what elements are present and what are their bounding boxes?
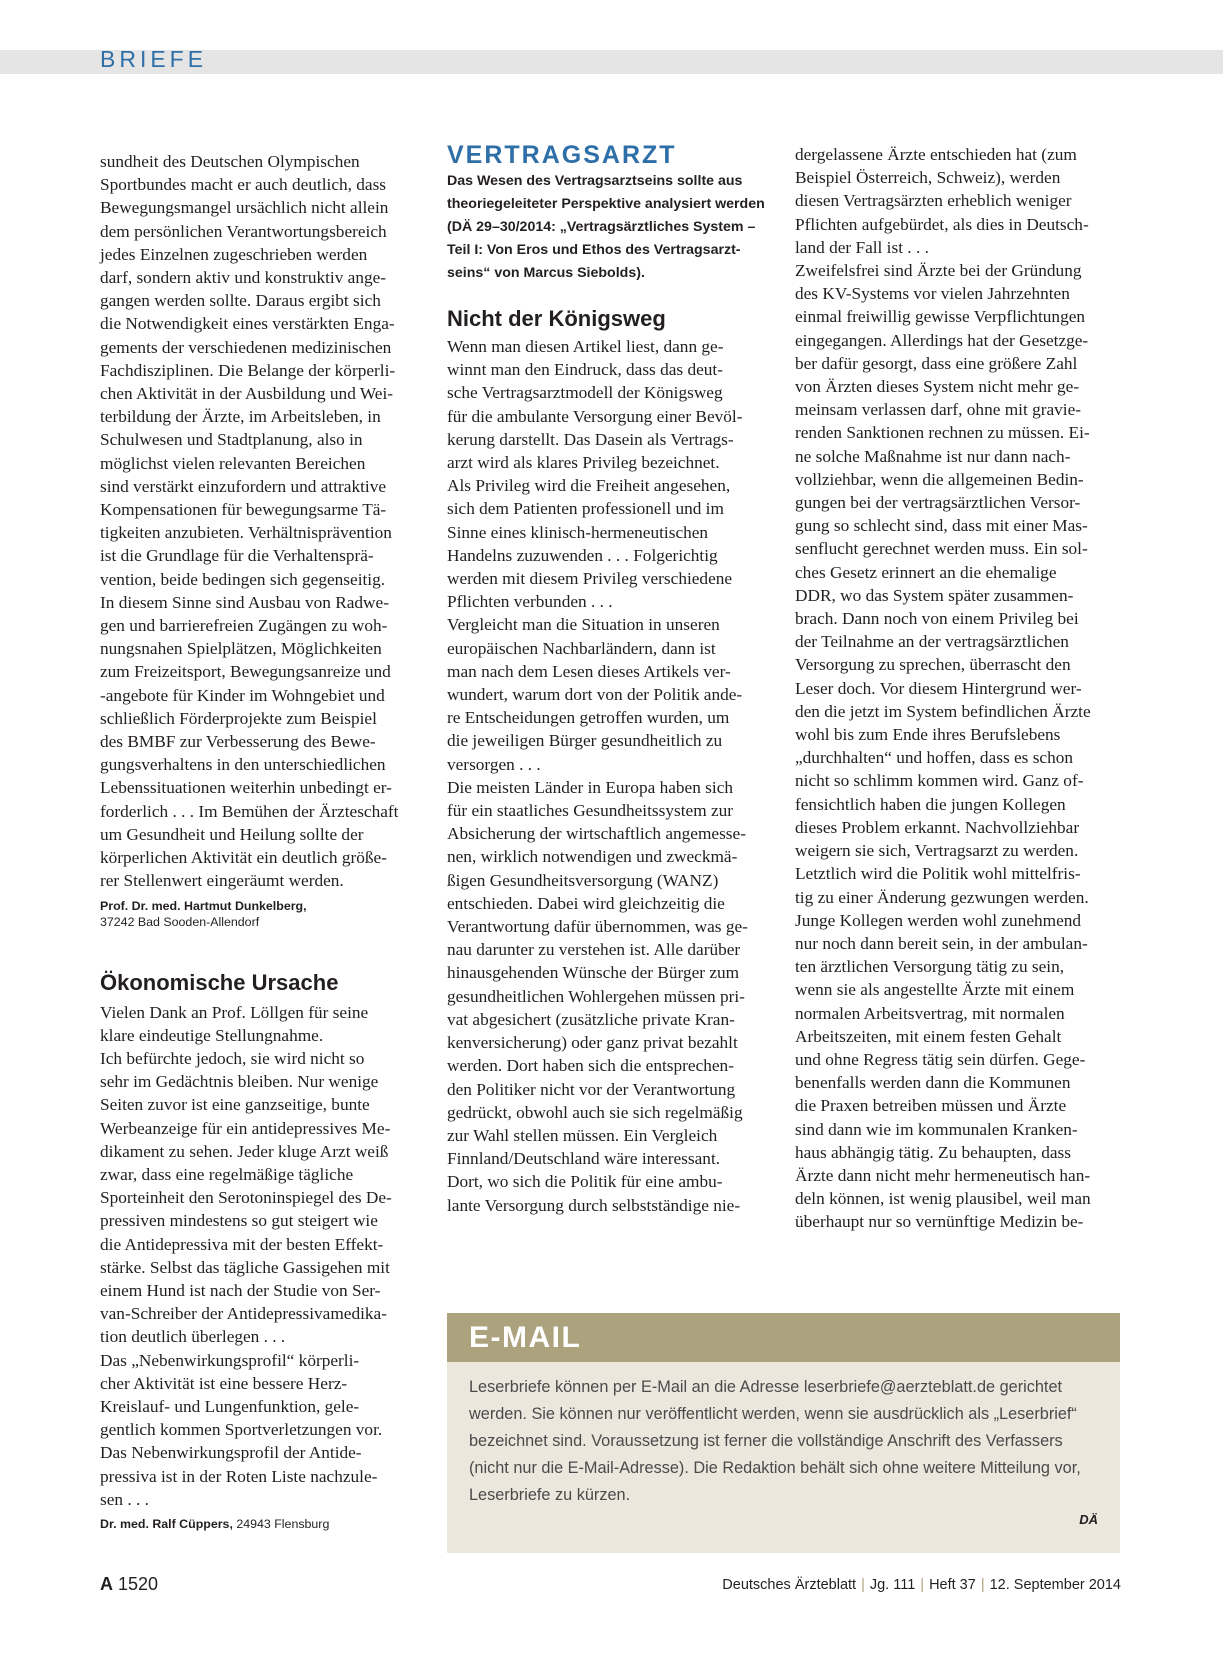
text-line: überhaupt nur so vernünftige Medizin be-: [795, 1212, 1084, 1232]
text-line: die Praxen betreiben müssen und Ärzte: [795, 1096, 1067, 1116]
letter-1-body: [100, 150, 430, 893]
text-line: lante Versorgung durch selbstständige nie-: [447, 1195, 741, 1215]
text-line: die jeweiligen Bürger gesundheitlich zu: [447, 731, 723, 751]
text-line: gentlich kommen Sportverletzungen vor.: [100, 1420, 383, 1440]
text-line: zur Wahl stellen müssen. Ein Vergleich: [447, 1125, 718, 1145]
text-line: werden mit diesem Privileg verschiedene: [447, 569, 733, 589]
text-line: weigern sie sich, Vertragsarzt zu werden.: [795, 841, 1079, 861]
text-line: schließlich Förderprojekte zum Beispiel: [100, 708, 377, 728]
text-line: und ohne Regress tätig sein dürfen. Gege-: [795, 1049, 1086, 1069]
email-box-title: E-MAIL: [447, 1313, 1120, 1362]
text-line: Arbeitszeiten, mit einem festen Gehalt: [795, 1026, 1062, 1046]
column-1: [100, 150, 430, 1532]
text-line: chen Aktivität in der Ausbildung und Wei-: [100, 384, 393, 404]
text-line: nen, wirklich notwendigen und zweckmä-: [447, 847, 738, 867]
text-line: -angebote für Kinder im Wohngebiet und: [100, 685, 385, 705]
text-line: Vielen Dank an Prof. Löllgen für seine: [100, 1002, 369, 1022]
text-line: dikament zu sehen. Jeder kluge Arzt weiß: [100, 1141, 389, 1161]
text-line: gen und barrierefreien Zugängen zu woh-: [100, 616, 388, 636]
text-line: tion deutlich überlegen . . .: [100, 1327, 286, 1347]
text-line: terbildung der Ärzte, im Arbeitsleben, in: [100, 407, 381, 427]
text-line: Versorgung zu sprechen, überrascht den: [795, 655, 1071, 675]
text-line: darf, sondern aktiv und konstruktiv ange-: [100, 268, 387, 288]
text-line: kerung darstellt. Das Dasein als Vertrags-: [447, 429, 734, 449]
text-line: sche Vertragsarztmodell der Königsweg: [447, 383, 723, 403]
lede-line: theoriegeleiteter Perspektive analysiert werden: [447, 196, 765, 212]
text-line: cher Aktivität ist eine bessere Herz-: [100, 1373, 348, 1393]
column-3: [795, 143, 1125, 1234]
text-line: vollziehbar, wenn die allgemeinen Bedin-: [795, 469, 1084, 489]
text-line: Absicherung der wirtschaftlich angemesse-: [447, 824, 746, 844]
text-line: Ich befürchte jedoch, sie wird nicht so: [100, 1048, 365, 1068]
text-line: Pflichten verbunden . . .: [447, 592, 613, 612]
text-line: der Teilnahme an der vertragsärztlichen: [795, 632, 1069, 652]
article-lede: [447, 170, 777, 285]
text-line: tigkeiten anzubieten. Verhältnisprävention: [100, 523, 392, 543]
text-line: gung so schlecht sind, dass mit einer Mas-: [795, 516, 1088, 536]
text-line: Das Nebenwirkungsprofil der Antide-: [100, 1443, 362, 1463]
text-line: stärke. Selbst das tägliche Gassigehen mit: [100, 1257, 390, 1277]
text-line: hinausgehenden Wünsche der Bürger zum: [447, 963, 740, 983]
text-line: dem persönlichen Verantwortungsbereich: [100, 221, 387, 241]
footer-citation: Deutsches Ärzteblatt | Jg. 111 | Heft 37 | 12. September 2014: [722, 1577, 1121, 1593]
text-line: rer Stellenwert eingeräumt werden.: [100, 871, 344, 891]
letter-3-body: [447, 335, 777, 1217]
text-line: ches Gesetz erinnert an die ehemalige: [795, 562, 1057, 582]
box-text-line: (nicht nur die E-Mail-Adresse). Die Redaktion behält sich ohne weitere Mitteilung vor,: [469, 1459, 1081, 1477]
text-line: Finnland/Deutschland wäre interessant.: [447, 1149, 721, 1169]
text-line: land der Fall ist . . .: [795, 237, 929, 257]
text-line: Verantwortung dafür übernommen, was ge-: [447, 917, 748, 937]
issue: Heft 37: [929, 1577, 976, 1593]
text-line: Fachdisziplinen. Die Belange der körperli-: [100, 360, 396, 380]
text-line: Die meisten Länder in Europa haben sich: [447, 777, 734, 797]
text-line: den Politiker nicht vor der Verantwortung: [447, 1079, 736, 1099]
page-number: [100, 1574, 158, 1595]
column-2: [447, 140, 777, 1217]
text-line: zum Freizeitsport, Bewegungsanreize und: [100, 662, 391, 682]
letter-1-place: 37242 Bad Sooden-Allendorf: [100, 915, 260, 929]
topic-kicker: VERTRAGSARZT: [447, 141, 677, 169]
text-line: möglichst vielen relevanten Bereichen: [100, 453, 366, 473]
letter-2-heading: Ökonomische Ursache: [100, 969, 339, 995]
letter-3-body-continued: [795, 143, 1125, 1234]
text-line: Bewegungsmangel ursächlich nicht allein: [100, 198, 389, 218]
text-line: sundheit des Deutschen Olympischen: [100, 152, 360, 171]
text-line: gements der verschiedenen medizinischen: [100, 337, 392, 357]
text-line: Zweifelsfrei sind Ärzte bei der Gründung: [795, 261, 1082, 281]
lede-line: Das Wesen des Vertragsarztseins sollte aus: [447, 173, 743, 189]
text-line: nungsnahen Spielplätzen, Möglichkeiten: [100, 639, 382, 659]
text-line: Handelns zuzuwenden . . . Folgerichtig: [447, 545, 718, 565]
text-line: normalen Arbeitsvertrag, mit normalen: [795, 1003, 1065, 1023]
text-line: Wenn man diesen Artikel liest, dann ge-: [447, 337, 724, 356]
email-info-box: [447, 1313, 1120, 1553]
text-line: pressiva ist in der Roten Liste nachzule-: [100, 1466, 378, 1486]
text-line: des KV-Systems vor vielen Jahrzehnten: [795, 284, 1070, 304]
text-line: re Entscheidungen getroffen wurden, um: [447, 708, 730, 728]
text-line: Junge Kollegen werden wohl zunehmend: [795, 910, 1082, 930]
text-line: die Notwendigkeit eines verstärkten Enga-: [100, 314, 395, 334]
text-line: gungsverhaltens in den unterschiedlichen: [100, 755, 386, 775]
text-line: zwar, dass eine regelmäßige tägliche: [100, 1164, 354, 1184]
text-line: In diesem Sinne sind Ausbau von Radwe-: [100, 592, 389, 612]
text-line: vention, beide bedingen sich gegenseitig.: [100, 569, 386, 589]
text-line: eingegangen. Allerdings hat der Gesetzge-: [795, 330, 1089, 350]
volume: Jg. 111: [869, 1577, 916, 1593]
text-line: renden Sanktionen rechnen zu müssen. Ei-: [795, 423, 1090, 443]
text-line: Schulwesen und Stadtplanung, also in: [100, 430, 363, 450]
lede-line: seins“ von Marcus Siebolds).: [447, 265, 645, 281]
text-line: Sporteinheit den Serotoninspiegel des De-: [100, 1188, 392, 1208]
text-line: Seiten zuvor ist eine ganzseitige, bunte: [100, 1095, 370, 1115]
text-line: DDR, wo das System später zusammen-: [795, 585, 1074, 605]
box-text-line: Leserbriefe können per E-Mail an die Adresse leserbriefe@aerzteblatt.de gerichtet: [469, 1378, 1063, 1396]
email-box-text: [447, 1362, 1120, 1509]
text-line: sind verstärkt einzufordern und attraktive: [100, 476, 387, 496]
text-line: haus abhängig tätig. Zu behaupten, dass: [795, 1142, 1071, 1162]
text-line: gangen werden sollte. Daraus ergibt sich: [100, 291, 381, 311]
text-line: ßigen Gesundheitsversorgung (WANZ): [447, 870, 719, 890]
text-line: sen . . .: [100, 1489, 149, 1509]
text-line: wohl bis zum Ende ihres Berufslebens: [795, 725, 1061, 745]
text-line: brach. Dann noch von einem Privileg bei: [795, 609, 1079, 629]
text-line: Beispiel Österreich, Schweiz), werden: [795, 168, 1061, 188]
text-line: arzt wird als klares Privileg bezeichnet.: [447, 453, 720, 473]
text-line: von Ärzten dieses System nicht mehr ge-: [795, 377, 1080, 397]
text-line: Letztlich wird die Politik wohl mittelfris-: [795, 864, 1081, 884]
box-text-line: werden. Sie können nur veröffentlicht werden, wenn sie ausdrücklich als „Leserbrief“: [469, 1405, 1077, 1423]
text-line: jedes Einzelnen zugeschrieben werden: [100, 244, 368, 264]
text-line: Pflichten aufgebürdet, als dies in Deutsch-: [795, 214, 1089, 234]
page-number-value: 1520: [118, 1574, 159, 1594]
text-line: dieses Problem erkannt. Nachvollziehbar: [795, 817, 1080, 837]
text-line: Ärzte dann nicht mehr hermeneutisch han-: [795, 1165, 1091, 1185]
text-line: nau darunter zu verstehen ist. Alle darüber: [447, 940, 741, 960]
text-line: versorgen . . .: [447, 754, 541, 774]
text-line: deln können, ist wenig plausibel, weil man: [795, 1189, 1091, 1209]
text-line: wundert, warum dort von der Politik ande-: [447, 685, 743, 705]
letter-2-author: Dr. med. Ralf Cüppers,: [100, 1516, 233, 1531]
text-line: Sinne eines klinisch-hermeneutischen: [447, 522, 709, 542]
letter-3-heading: Nicht der Königsweg: [447, 306, 666, 331]
text-line: meinsam verlassen darf, ohne mit gravie-: [795, 400, 1082, 420]
text-line: dergelassene Ärzte entschieden hat (zum: [795, 145, 1077, 164]
text-line: für die ambulante Versorgung einer Bevöl-: [447, 406, 743, 426]
text-line: ber dafür gesorgt, dass eine größere Zahl: [795, 353, 1078, 373]
text-line: werden. Dort haben sich die entsprechen-: [447, 1056, 734, 1076]
text-line: Leser doch. Vor diesem Hintergrund wer-: [795, 678, 1082, 698]
text-line: ten ärztlichen Versorgung tätig zu sein,: [795, 957, 1065, 977]
text-line: forderlich . . . Im Bemühen der Ärzteschaft: [100, 801, 399, 821]
text-line: Kreislauf- und Lungenfunktion, gele-: [100, 1396, 360, 1416]
text-line: nicht so schlimm kommen wird. Ganz of-: [795, 771, 1084, 791]
text-line: „durchhalten“ und hoffen, dass es schon: [795, 748, 1074, 768]
letter-1-signature: [100, 898, 430, 931]
text-line: die Antidepressiva mit der besten Effekt-: [100, 1234, 384, 1254]
text-line: Werbeanzeige für ein antidepressives Me-: [100, 1118, 391, 1138]
text-line: ne solche Maßnahme ist nur dann nach-: [795, 446, 1071, 466]
text-line: den die jetzt im System befindlichen Ärzte: [795, 701, 1091, 721]
page-prefix: A: [100, 1574, 113, 1594]
text-line: Lebenssituationen weiterhin unbedingt er-: [100, 778, 392, 798]
text-line: sich dem Patienten professionell und im: [447, 499, 724, 519]
text-line: pressiven mindestens so gut steigert wie: [100, 1211, 378, 1231]
text-line: tig zu einer Änderung gezwungen werden.: [795, 887, 1089, 907]
text-line: Als Privileg wird die Freiheit angesehen,: [447, 476, 731, 496]
text-line: van-Schreiber der Antidepressivamedika-: [100, 1304, 387, 1324]
text-line: einmal freiwillig gewisse Verpflichtungen: [795, 307, 1086, 327]
text-line: winnt man den Eindruck, dass das deut-: [447, 360, 723, 380]
text-line: für ein staatliches Gesundheitssystem zur: [447, 801, 734, 821]
text-line: sehr im Gedächtnis bleiben. Nur wenige: [100, 1072, 379, 1092]
text-line: Dort, wo sich die Politik für eine ambu-: [447, 1172, 723, 1192]
box-text-line: Leserbriefe zu kürzen.: [469, 1486, 631, 1504]
text-line: Kompensationen für bewegungsarme Tä-: [100, 500, 387, 520]
text-line: klare eindeutige Stellungnahme.: [100, 1025, 324, 1045]
text-line: um Gesundheit und Heilung sollte der: [100, 824, 364, 844]
letter-2-body: [100, 1001, 430, 1511]
text-line: einem Hund ist nach der Studie von Ser-: [100, 1280, 381, 1300]
lede-line: (DÄ 29–30/2014: „Vertragsärztliches System –: [447, 219, 756, 235]
text-line: gesundheitlichen Wohlergehen müssen pri-: [447, 986, 745, 1006]
text-line: vat abgesichert (zusätzliche private Kran-: [447, 1009, 735, 1029]
letter-1-author: Prof. Dr. med. Hartmut Dunkelberg,: [100, 898, 307, 913]
text-line: Sportbundes macht er auch deutlich, dass: [100, 175, 387, 195]
text-line: Das „Nebenwirkungsprofil“ körperli-: [100, 1350, 360, 1370]
text-line: nur noch dann bereit sein, in der ambulan-: [795, 933, 1088, 953]
text-line: ist die Grundlage für die Verhaltensprä-: [100, 546, 374, 566]
text-line: diesen Vertragsärzten erheblich weniger: [795, 191, 1072, 211]
text-line: gungen bei der vertragsärztlichen Versor-: [795, 493, 1081, 513]
text-line: des BMBF zur Verbesserung des Bewe-: [100, 732, 376, 752]
text-line: fensichtlich haben die jungen Kollegen: [795, 794, 1066, 814]
text-line: körperlichen Aktivität ein deutlich größe-: [100, 848, 387, 868]
text-line: gedrückt, obwohl auch sie sich regelmäßig: [447, 1102, 743, 1122]
section-label: BRIEFE: [100, 46, 208, 72]
issue-date: 12. September 2014: [989, 1577, 1121, 1593]
text-line: europäischen Nachbarländern, dann ist: [447, 638, 716, 658]
text-line: sind dann wie im kommunalen Kranken-: [795, 1119, 1078, 1139]
lede-line: Teil I: Von Eros und Ethos des Vertragsarzt-: [447, 242, 741, 258]
journal-name: Deutsches Ärzteblatt: [722, 1577, 857, 1593]
text-line: benenfalls werden dann die Kommunen: [795, 1073, 1071, 1093]
text-line: wenn sie als angestellte Ärzte mit einem: [795, 980, 1075, 1000]
box-text-line: bezeichnet sind. Voraussetzung ist ferner die vollständige Anschrift des Verfassers: [469, 1432, 1063, 1450]
text-line: man nach dem Lesen dieses Artikels ver-: [447, 661, 731, 681]
text-line: kenversicherung) oder ganz privat bezahlt: [447, 1033, 738, 1053]
text-line: senflucht gerechnet werden muss. Ein sol-: [795, 539, 1088, 559]
email-box-signature: DÄ: [1079, 1512, 1098, 1527]
letter-2-place: 24943 Flensburg: [232, 1516, 330, 1531]
text-line: Vergleicht man die Situation in unseren: [447, 615, 720, 635]
text-line: entschieden. Dabei wird gleichzeitig die: [447, 893, 725, 913]
letter-2-signature: [100, 1516, 430, 1533]
